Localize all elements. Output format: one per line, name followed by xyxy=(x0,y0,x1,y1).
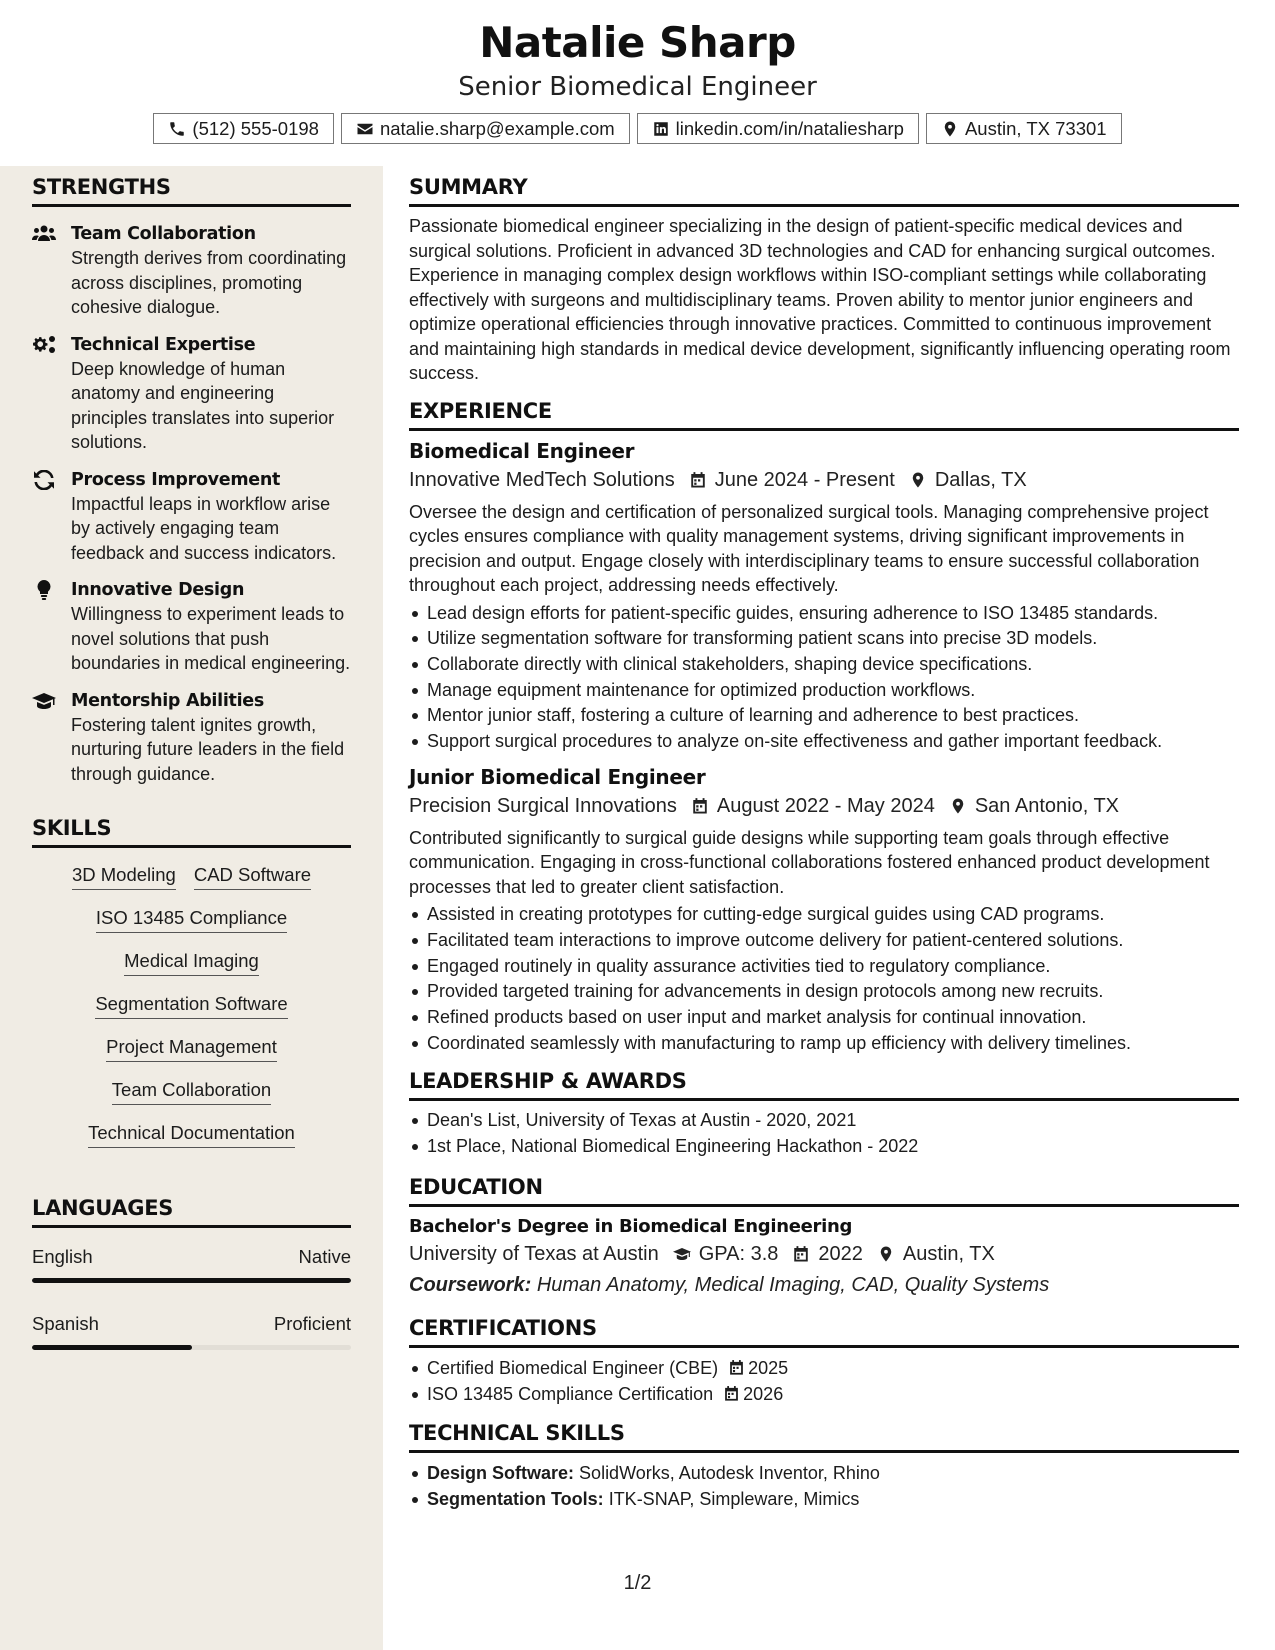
strength-item xyxy=(32,333,351,455)
list-item xyxy=(409,1487,1239,1513)
tech-skill-value: ITK-SNAP, Simpleware, Mimics xyxy=(608,1488,860,1509)
main-column xyxy=(409,166,1239,1513)
job-meta xyxy=(409,469,1239,492)
contact-linkedin[interactable] xyxy=(637,113,919,144)
section-title: LANGUAGES xyxy=(32,1196,351,1228)
job-bullets xyxy=(409,601,1239,755)
tech-skill-label: Design Software: xyxy=(427,1463,575,1484)
list-item: Engaged routinely in quality assurance activities tied to regulatory compliance. xyxy=(409,954,1239,980)
job-entry xyxy=(409,765,1239,1057)
strength-title: Technical Expertise xyxy=(71,334,256,355)
strength-item xyxy=(32,222,351,320)
technical-skills-section xyxy=(409,1421,1239,1512)
strength-desc: Impactful leaps in workflow arise by actively engaging team feedback and success indicators. xyxy=(71,493,337,563)
list-item: Mentor junior staff, fostering a culture of learning and adherence to best practices. xyxy=(409,703,1239,729)
language-level: Native xyxy=(298,1246,351,1267)
certification-year: 2026 xyxy=(743,1383,784,1404)
language-name: Spanish xyxy=(32,1313,99,1334)
calendar-icon xyxy=(691,797,709,815)
list-item: Provided targeted training for advancements in design protocols among new recruits. xyxy=(409,979,1239,1005)
technical-skills-list xyxy=(409,1461,1239,1512)
calendar-icon xyxy=(689,471,707,489)
job-location: San Antonio, TX xyxy=(974,794,1120,817)
list-item: Coordinated seamlessly with manufacturing to ramp up efficiency with delivery timelines. xyxy=(409,1031,1239,1057)
certifications-section xyxy=(409,1316,1239,1407)
job-description: Contributed significantly to surgical guide designs while supporting team goals through effective communication. Engaging in cross-functional collaborations fostered enhanced product development processes that led to greater client satisfaction. xyxy=(409,827,1210,897)
list-item: Support surgical procedures to analyze on-site effectiveness and gather important feedback. xyxy=(409,729,1239,755)
strength-title: Innovative Design xyxy=(71,580,245,600)
summary-section xyxy=(409,175,1239,386)
certification-name: ISO 13485 Compliance Certification xyxy=(427,1383,714,1404)
contact-bar xyxy=(0,113,1275,144)
list-item xyxy=(409,1382,1239,1408)
certification-name: Certified Biomedical Engineer (CBE) xyxy=(427,1357,719,1378)
job-meta xyxy=(409,795,1239,818)
section-title: CERTIFICATIONS xyxy=(409,1316,1239,1348)
skill-tag: Team Collaboration xyxy=(112,1079,271,1105)
linkedin-icon xyxy=(652,120,670,138)
list-item: Assisted in creating prototypes for cutting-edge surgical guides using CAD programs. xyxy=(409,902,1239,928)
language-bar-fill xyxy=(32,1345,192,1350)
resume-header xyxy=(0,0,1275,166)
list-item: Facilitated team interactions to improve outcome delivery for patient-centered solutions. xyxy=(409,928,1239,954)
language-bar xyxy=(32,1278,351,1283)
section-title: LEADERSHIP & AWARDS xyxy=(409,1069,1239,1101)
contact-location-text: Austin, TX 73301 xyxy=(964,117,1107,139)
skill-tag: Technical Documentation xyxy=(88,1122,295,1148)
experience-section xyxy=(409,399,1239,1057)
strengths-section xyxy=(32,175,351,786)
certifications-list xyxy=(409,1356,1239,1407)
certification-year: 2025 xyxy=(748,1357,789,1378)
list-item: Collaborate directly with clinical stakeholders, shaping device specifications. xyxy=(409,652,1239,678)
strength-desc: Fostering talent ignites growth, nurturing future leaders in the field through guidance. xyxy=(71,714,345,784)
strength-desc: Strength derives from coordinating across disciplines, promoting cohesive dialogue. xyxy=(71,248,347,317)
job-role: Junior Biomedical Engineer xyxy=(409,764,706,789)
education-degree: Bachelor's Degree in Biomedical Engineering xyxy=(409,1215,853,1237)
map-pin-icon xyxy=(949,797,967,815)
skills-list xyxy=(32,864,351,1148)
education-location: Austin, TX xyxy=(902,1242,995,1265)
tech-skill-label: Segmentation Tools: xyxy=(427,1488,604,1509)
contact-email-text: natalie.sharp@example.com xyxy=(379,117,615,139)
education-section xyxy=(409,1175,1239,1297)
list-item xyxy=(409,1356,1239,1382)
language-bar-fill xyxy=(32,1278,351,1283)
education-coursework xyxy=(409,1274,1239,1297)
tech-skill-value: SolidWorks, Autodesk Inventor, Rhino xyxy=(579,1463,880,1484)
strength-title: Process Improvement xyxy=(71,469,281,490)
job-description: Oversee the design and certification of personalized surgical tools. Managing comprehensive project cycles ensures compliance with quality management systems, driving significant improvements in precision and output. Engage closely with interdisciplinary teams to ensure successful collaboration throughout each project, addressing needs effectively. xyxy=(409,501,1209,595)
job-location: Dallas, TX xyxy=(934,468,1027,491)
job-dates: August 2022 - May 2024 xyxy=(716,794,935,817)
gears-icon xyxy=(32,335,56,355)
contact-linkedin-text: linkedin.com/in/nataliesharp xyxy=(675,117,904,139)
refresh-icon xyxy=(32,470,56,490)
section-title: EDUCATION xyxy=(409,1175,1239,1207)
skills-section xyxy=(32,816,351,1148)
list-item: Lead design efforts for patient-specific guides, ensuring adherence to ISO 13485 standards. xyxy=(409,601,1239,627)
sidebar xyxy=(0,166,383,1650)
strength-item xyxy=(32,689,351,787)
calendar-icon xyxy=(792,1245,810,1263)
section-title: STRENGTHS xyxy=(32,175,351,207)
section-title: SUMMARY xyxy=(409,175,1239,207)
job-company: Precision Surgical Innovations xyxy=(409,794,677,817)
strength-desc: Deep knowledge of human anatomy and engineering principles translates into superior solutions. xyxy=(71,358,335,452)
skill-tag: Medical Imaging xyxy=(124,950,259,976)
section-title: TECHNICAL SKILLS xyxy=(409,1421,1239,1453)
education-gpa: GPA: 3.8 xyxy=(698,1242,779,1265)
coursework-label: Coursework: xyxy=(409,1273,532,1296)
strength-title: Mentorship Abilities xyxy=(71,690,264,711)
list-item: Dean's List, University of Texas at Austin - 2020, 2021 xyxy=(409,1108,1239,1134)
strength-item xyxy=(32,468,351,566)
candidate-name: Natalie Sharp xyxy=(479,18,796,67)
phone-icon xyxy=(168,120,186,138)
languages-section xyxy=(32,1196,351,1350)
graduation-cap-icon xyxy=(32,691,56,711)
language-item xyxy=(32,1313,351,1350)
contact-phone-text: (512) 555-0198 xyxy=(192,117,319,139)
graduation-cap-icon xyxy=(673,1245,691,1263)
language-name: English xyxy=(32,1246,93,1267)
list-item: Refined products based on user input and market analysis for continual innovation. xyxy=(409,1005,1239,1031)
skill-tag: 3D Modeling xyxy=(72,864,176,890)
awards-list xyxy=(409,1108,1239,1159)
calendar-icon xyxy=(728,1359,745,1376)
list-item: 1st Place, National Biomedical Engineering Hackathon - 2022 xyxy=(409,1134,1239,1160)
map-pin-icon xyxy=(877,1245,895,1263)
users-icon xyxy=(32,224,56,244)
map-pin-icon xyxy=(941,120,959,138)
list-item xyxy=(409,1461,1239,1487)
job-dates: June 2024 - Present xyxy=(714,468,895,491)
job-bullets xyxy=(409,902,1239,1056)
skill-tag: Segmentation Software xyxy=(95,993,287,1019)
lightbulb-icon xyxy=(32,580,56,600)
page-number: 1/2 xyxy=(623,1572,652,1594)
section-title: EXPERIENCE xyxy=(409,399,1239,431)
map-pin-icon xyxy=(909,471,927,489)
job-entry xyxy=(409,439,1239,755)
envelope-icon xyxy=(356,120,374,138)
language-bar xyxy=(32,1345,351,1350)
awards-section xyxy=(409,1069,1239,1159)
language-level: Proficient xyxy=(273,1313,351,1334)
education-school: University of Texas at Austin xyxy=(409,1242,659,1265)
education-meta xyxy=(409,1243,1239,1266)
strength-item xyxy=(32,578,351,676)
candidate-title: Senior Biomedical Engineer xyxy=(458,72,817,102)
contact-phone[interactable] xyxy=(153,113,334,144)
skill-tag: CAD Software xyxy=(194,864,311,890)
list-item: Utilize segmentation software for transforming patient scans into precise 3D models. xyxy=(409,626,1239,652)
job-company: Innovative MedTech Solutions xyxy=(409,468,675,491)
skill-tag: ISO 13485 Compliance xyxy=(96,907,287,933)
language-item xyxy=(32,1246,351,1283)
skill-tag: Project Management xyxy=(106,1036,277,1062)
strength-title: Team Collaboration xyxy=(71,224,256,244)
summary-text: Passionate biomedical engineer specializing in the design of patient-specific medical devices and surgical solutions. Proficient in advanced 3D technologies and CAD for enhancing surgical outcomes. Experience in managing complex design workflows within ISO-compliant settings while collaborating effectively with surgeons and multidisciplinary teams. Proven ability to mentor junior engineers and optimize operational efficiencies through innovative practices. Committed to continuous improvement and maintaining high standards in medical device development, significantly influencing operating room success. xyxy=(409,216,1231,383)
list-item: Manage equipment maintenance for optimized production workflows. xyxy=(409,678,1239,704)
strength-desc: Willingness to experiment leads to novel solutions that push boundaries in medical engineering. xyxy=(71,604,351,673)
education-year: 2022 xyxy=(818,1242,863,1265)
section-title: SKILLS xyxy=(32,816,351,848)
calendar-icon xyxy=(723,1385,740,1402)
job-role: Biomedical Engineer xyxy=(409,438,635,463)
contact-email[interactable] xyxy=(341,113,630,144)
coursework-list: Human Anatomy, Medical Imaging, CAD, Quality Systems xyxy=(536,1273,1050,1296)
contact-location xyxy=(926,113,1122,144)
